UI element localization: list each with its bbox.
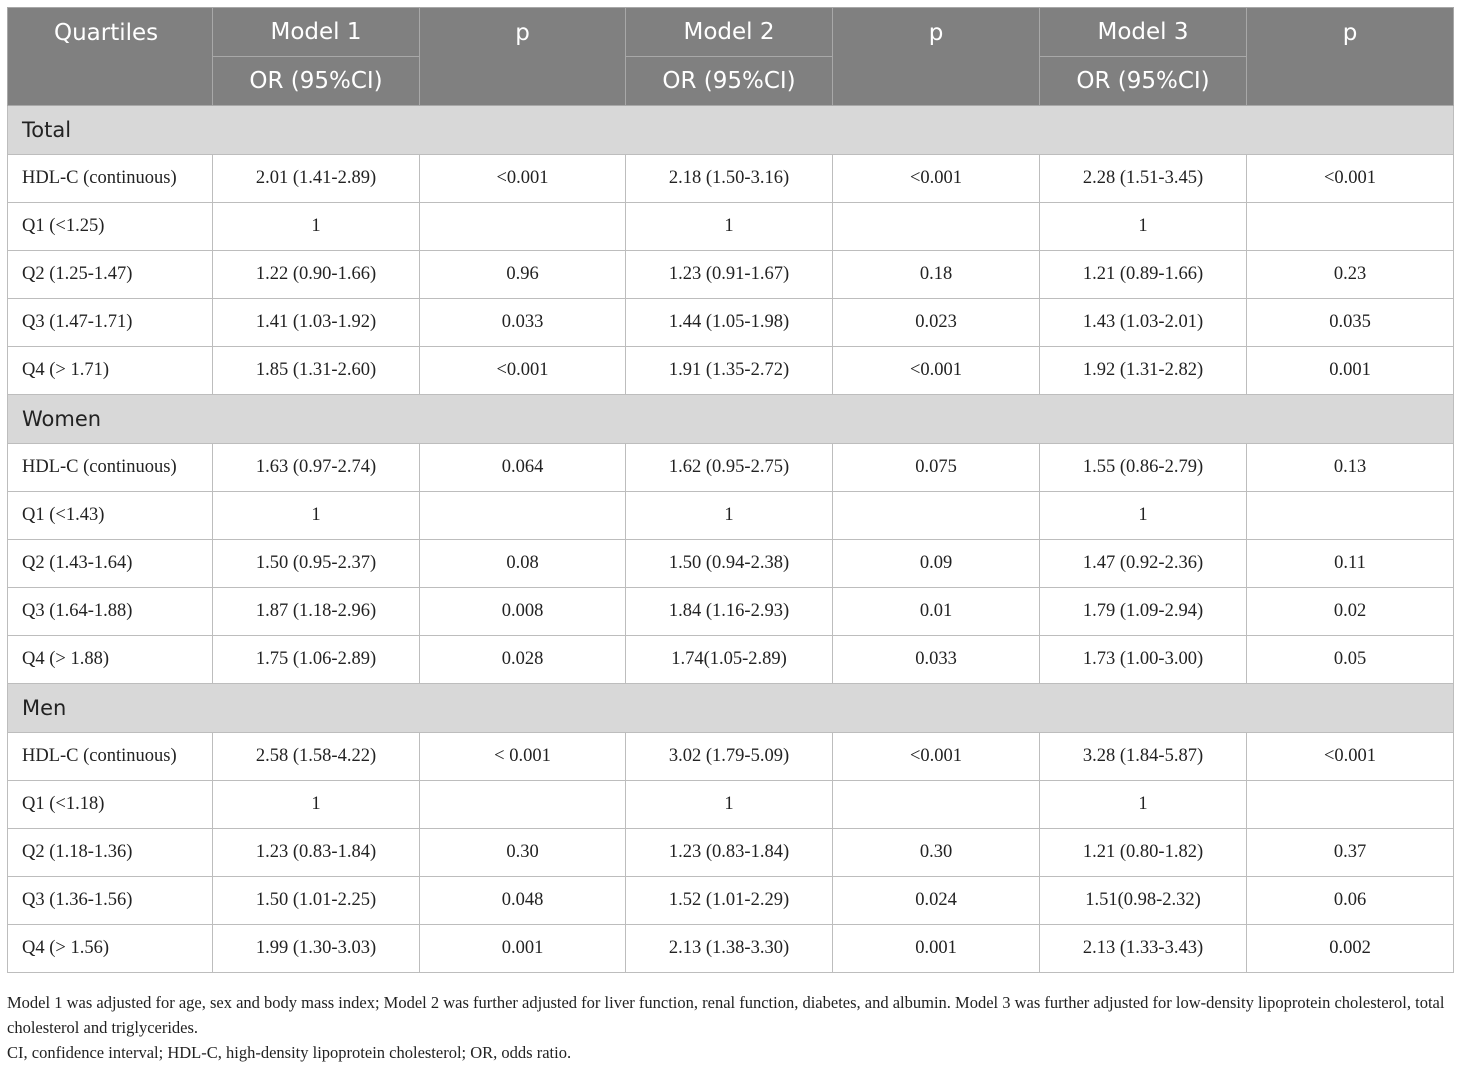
p-value-cell: 0.035 [1247, 299, 1454, 347]
or-cell: 1.21 (0.89-1.66) [1040, 251, 1247, 299]
results-table-container [7, 7, 1453, 973]
p-value-cell: <0.001 [420, 155, 626, 203]
p-value-cell [420, 203, 626, 251]
p-value-cell: 0.23 [1247, 251, 1454, 299]
odds-ratio-table [7, 7, 1454, 973]
or-cell: 1 [626, 781, 833, 829]
table-row [8, 444, 1454, 492]
table-row [8, 781, 1454, 829]
p-value-cell: 0.001 [1247, 347, 1454, 395]
table-row [8, 299, 1454, 347]
or-cell: 1 [1040, 203, 1247, 251]
p-value-cell: 0.13 [1247, 444, 1454, 492]
or-cell: 2.13 (1.33-3.43) [1040, 925, 1247, 973]
or-cell: 1.92 (1.31-2.82) [1040, 347, 1247, 395]
table-row [8, 251, 1454, 299]
section-title: Total [8, 106, 1454, 155]
or-cell: 1.50 (1.01-2.25) [213, 877, 420, 925]
row-label: Q2 (1.25-1.47) [8, 251, 213, 299]
row-label: Q3 (1.36-1.56) [8, 877, 213, 925]
p-value-cell: 0.033 [420, 299, 626, 347]
section-row-men [8, 684, 1454, 733]
row-label: Q1 (<1.18) [8, 781, 213, 829]
table-footnotes [7, 990, 1453, 1065]
or-cell: 1 [213, 492, 420, 540]
or-cell: 2.18 (1.50-3.16) [626, 155, 833, 203]
or-cell: 1.99 (1.30-3.03) [213, 925, 420, 973]
header-row-2 [8, 57, 1454, 106]
p-value-cell: 0.024 [833, 877, 1040, 925]
p-value-cell [833, 781, 1040, 829]
row-label: HDL-C (continuous) [8, 733, 213, 781]
header-or1: OR (95%CI) [213, 57, 420, 106]
p-value-cell: 0.09 [833, 540, 1040, 588]
table-row [8, 925, 1454, 973]
row-label: Q4 (> 1.56) [8, 925, 213, 973]
p-value-cell: 0.033 [833, 636, 1040, 684]
p-value-cell: <0.001 [833, 155, 1040, 203]
or-cell: 2.01 (1.41-2.89) [213, 155, 420, 203]
footnote-models: Model 1 was adjusted for age, sex and body mass index; Model 2 was further adjusted for liver function, renal function, diabetes, and albumin. Model 3 was further adjusted for low-density lipoprotein cholesterol, total cholesterol and triglycerides. [7, 993, 1445, 1037]
header-model3: Model 3 [1040, 8, 1247, 57]
table-row [8, 203, 1454, 251]
or-cell: 1.73 (1.00-3.00) [1040, 636, 1247, 684]
or-cell: 1.50 (0.95-2.37) [213, 540, 420, 588]
or-cell: 3.02 (1.79-5.09) [626, 733, 833, 781]
p-value-cell: 0.08 [420, 540, 626, 588]
p-value-cell [833, 492, 1040, 540]
or-cell: 1.79 (1.09-2.94) [1040, 588, 1247, 636]
header-or3: OR (95%CI) [1040, 57, 1247, 106]
or-cell: 1 [213, 203, 420, 251]
p-value-cell: 0.37 [1247, 829, 1454, 877]
or-cell: 1.41 (1.03-1.92) [213, 299, 420, 347]
or-cell: 1.44 (1.05-1.98) [626, 299, 833, 347]
row-label: Q4 (> 1.71) [8, 347, 213, 395]
header-or2: OR (95%CI) [626, 57, 833, 106]
or-cell: 1.21 (0.80-1.82) [1040, 829, 1247, 877]
or-cell: 1.63 (0.97-2.74) [213, 444, 420, 492]
header-model1: Model 1 [213, 8, 420, 57]
row-label: HDL-C (continuous) [8, 155, 213, 203]
p-value-cell [1247, 492, 1454, 540]
or-cell: 2.13 (1.38-3.30) [626, 925, 833, 973]
table-row [8, 829, 1454, 877]
header-row-1 [8, 8, 1454, 57]
section-row-women [8, 395, 1454, 444]
p-value-cell [420, 492, 626, 540]
row-label: Q2 (1.18-1.36) [8, 829, 213, 877]
p-value-cell: 0.001 [420, 925, 626, 973]
section-title: Men [8, 684, 1454, 733]
table-row [8, 636, 1454, 684]
or-cell: 2.58 (1.58-4.22) [213, 733, 420, 781]
or-cell: 1 [213, 781, 420, 829]
row-label: HDL-C (continuous) [8, 444, 213, 492]
p-value-cell: 0.11 [1247, 540, 1454, 588]
p-value-cell: <0.001 [1247, 733, 1454, 781]
p-value-cell [833, 203, 1040, 251]
table-body [8, 106, 1454, 973]
or-cell: 1.84 (1.16-2.93) [626, 588, 833, 636]
p-value-cell: 0.30 [420, 829, 626, 877]
table-row [8, 492, 1454, 540]
row-label: Q4 (> 1.88) [8, 636, 213, 684]
or-cell: 2.28 (1.51-3.45) [1040, 155, 1247, 203]
p-value-cell: 0.96 [420, 251, 626, 299]
header-p1: p [420, 8, 626, 106]
row-label: Q1 (<1.43) [8, 492, 213, 540]
p-value-cell: 0.02 [1247, 588, 1454, 636]
or-cell: 3.28 (1.84-5.87) [1040, 733, 1247, 781]
or-cell: 1.87 (1.18-2.96) [213, 588, 420, 636]
or-cell: 1.62 (0.95-2.75) [626, 444, 833, 492]
or-cell: 1.75 (1.06-2.89) [213, 636, 420, 684]
p-value-cell: 0.064 [420, 444, 626, 492]
header-p2: p [833, 8, 1040, 106]
or-cell: 1 [626, 203, 833, 251]
p-value-cell: <0.001 [1247, 155, 1454, 203]
p-value-cell [420, 781, 626, 829]
footnote-abbreviations: CI, confidence interval; HDL-C, high-density lipoprotein cholesterol; OR, odds ratio. [7, 1043, 572, 1062]
p-value-cell: 0.30 [833, 829, 1040, 877]
p-value-cell: 0.023 [833, 299, 1040, 347]
table-header [8, 8, 1454, 106]
or-cell: 1.22 (0.90-1.66) [213, 251, 420, 299]
or-cell: 1.23 (0.91-1.67) [626, 251, 833, 299]
p-value-cell: 0.001 [833, 925, 1040, 973]
p-value-cell: < 0.001 [420, 733, 626, 781]
section-row-total [8, 106, 1454, 155]
or-cell: 1.91 (1.35-2.72) [626, 347, 833, 395]
table-row [8, 155, 1454, 203]
or-cell: 1 [1040, 781, 1247, 829]
header-quartiles: Quartiles [8, 8, 213, 106]
p-value-cell: 0.075 [833, 444, 1040, 492]
or-cell: 1.52 (1.01-2.29) [626, 877, 833, 925]
or-cell: 1.51(0.98-2.32) [1040, 877, 1247, 925]
or-cell: 1.23 (0.83-1.84) [626, 829, 833, 877]
table-row [8, 877, 1454, 925]
row-label: Q1 (<1.25) [8, 203, 213, 251]
p-value-cell: 0.18 [833, 251, 1040, 299]
p-value-cell [1247, 781, 1454, 829]
row-label: Q2 (1.43-1.64) [8, 540, 213, 588]
p-value-cell: 0.01 [833, 588, 1040, 636]
or-cell: 1.23 (0.83-1.84) [213, 829, 420, 877]
p-value-cell: 0.028 [420, 636, 626, 684]
or-cell: 1 [626, 492, 833, 540]
p-value-cell: 0.048 [420, 877, 626, 925]
p-value-cell: <0.001 [833, 733, 1040, 781]
or-cell: 1.55 (0.86-2.79) [1040, 444, 1247, 492]
table-row [8, 540, 1454, 588]
p-value-cell: 0.05 [1247, 636, 1454, 684]
or-cell: 1.85 (1.31-2.60) [213, 347, 420, 395]
p-value-cell: 0.06 [1247, 877, 1454, 925]
header-model2: Model 2 [626, 8, 833, 57]
or-cell: 1.47 (0.92-2.36) [1040, 540, 1247, 588]
header-p3: p [1247, 8, 1454, 106]
p-value-cell: <0.001 [833, 347, 1040, 395]
table-row [8, 733, 1454, 781]
table-row [8, 588, 1454, 636]
p-value-cell: <0.001 [420, 347, 626, 395]
row-label: Q3 (1.64-1.88) [8, 588, 213, 636]
table-row [8, 347, 1454, 395]
row-label: Q3 (1.47-1.71) [8, 299, 213, 347]
or-cell: 1.50 (0.94-2.38) [626, 540, 833, 588]
p-value-cell: 0.002 [1247, 925, 1454, 973]
or-cell: 1.74(1.05-2.89) [626, 636, 833, 684]
p-value-cell [1247, 203, 1454, 251]
section-title: Women [8, 395, 1454, 444]
p-value-cell: 0.008 [420, 588, 626, 636]
or-cell: 1 [1040, 492, 1247, 540]
or-cell: 1.43 (1.03-2.01) [1040, 299, 1247, 347]
